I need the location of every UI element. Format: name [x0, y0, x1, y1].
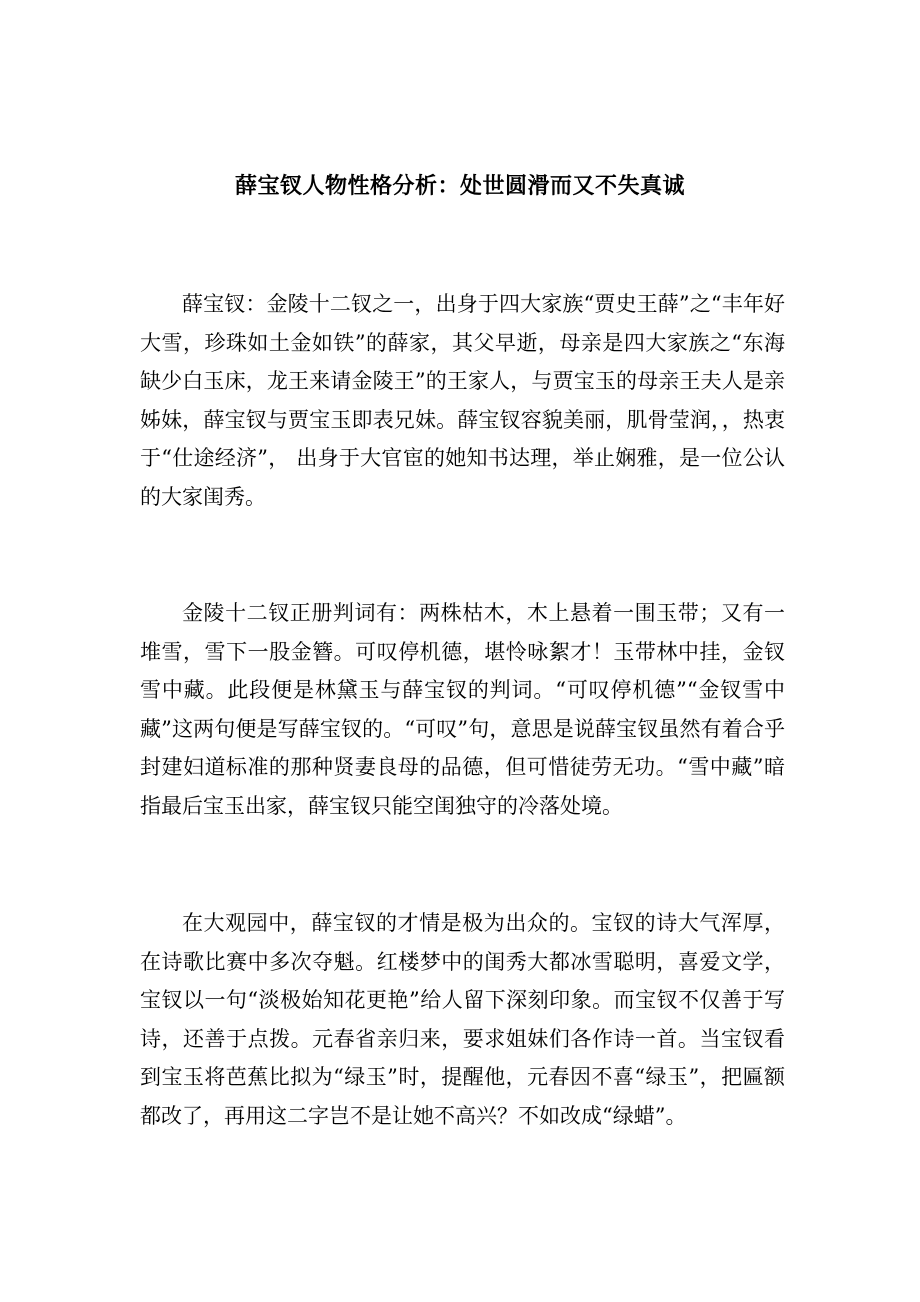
paragraph-3: 在大观园中，薛宝钗的才情是极为出众的。宝钗的诗大气浑厚，在诗歌比赛中多次夺魁。红楼梦中的闺秀大都冰雪聪明，喜爱文学，宝钗以一句“淡极始知花更艳”给人留下深刻印象。而宝钗不仅善于写诗，还善于点拨。元春省亲归来，要求姐妹们各作诗一首。当宝钗看到宝玉将芭蕉比拟为“绿玉”时，提醒他，元春因不喜“绿玉”，把匾额都改了，再用这二字岂不是让她不高兴？不如改成“绿蜡”。	[140, 911, 785, 1128]
paragraph-1: 薛宝钗：金陵十二钗之一，出身于四大家族“贾史王薛”之“丰年好大雪，珍珠如土金如铁”的薛家，其父早逝，母亲是四大家族之“东海缺少白玉床，龙王来请金陵王”的王家人，与贾宝玉的母亲王夫人是亲姊妹，薛宝钗与贾宝玉即表兄妹。薛宝钗容貌美丽，肌骨莹润，，热衷于“仕途经济”， 出身于大官宦的她知书达理，举止娴雅，是一位公认的大家闺秀。	[140, 292, 785, 509]
document-title: 薛宝钗人物性格分析：处世圆滑而又不失真诚	[234, 173, 685, 199]
paragraph-2: 金陵十二钗正册判词有：两株枯木，木上悬着一围玉带；又有一堆雪，雪下一股金簪。可叹停机德，堪怜咏絮才！玉带林中挂，金钗雪中藏。此段便是林黛玉与薛宝钗的判词。“可叹停机德”“金钗雪中藏”这两句便是写薛宝钗的。“可叹”句，意思是说薛宝钗虽然有着合乎封建妇道标准的那种贤妻良母的品德，但可惜徒劳无功。“雪中藏”暗指最后宝玉出家，薛宝钗只能空闺独守的冷落处境。	[140, 601, 785, 818]
